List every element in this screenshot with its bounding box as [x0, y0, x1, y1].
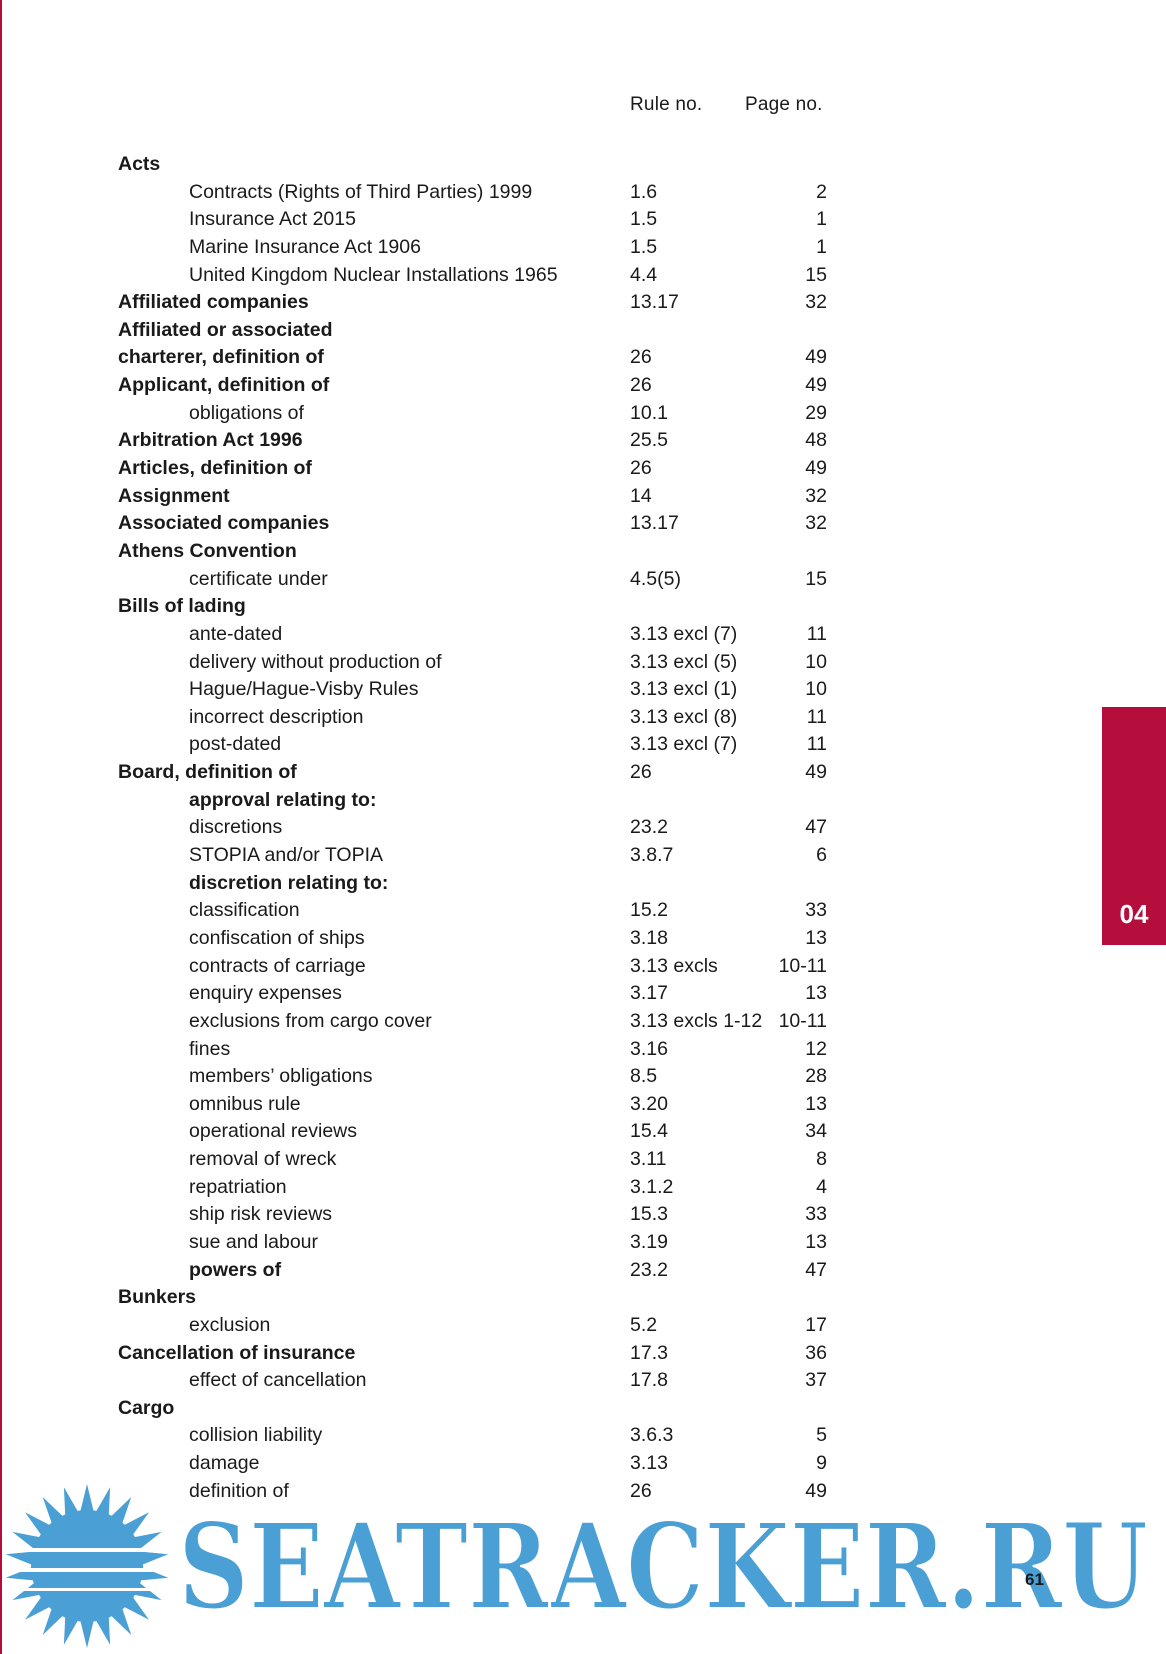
- index-rule-number: 5.2: [630, 1313, 658, 1336]
- index-entry: [0, 179, 1166, 207]
- index-entry: [0, 593, 1166, 621]
- index-rule-number: 25.5: [630, 429, 668, 452]
- index-term: STOPIA and/or TOPIA: [189, 844, 384, 867]
- index-entry: [0, 427, 1166, 455]
- index-entry: [0, 759, 1166, 787]
- index-entry: [0, 510, 1166, 538]
- index-page-number: 29: [805, 401, 827, 424]
- index-term: Bills of lading: [118, 595, 246, 618]
- column-header-page-no: Page no.: [745, 94, 823, 115]
- index-term: Applicant, definition of: [118, 374, 330, 397]
- index-entry: [0, 289, 1166, 317]
- index-entry: [0, 897, 1166, 925]
- index-rule-number: 4.4: [630, 263, 658, 286]
- index-rule-number: 3.18: [630, 926, 668, 949]
- index-term: powers of: [189, 1258, 282, 1281]
- index-rule-number: 3.20: [630, 1092, 668, 1115]
- index-entry: [0, 704, 1166, 732]
- index-page-number: 33: [805, 899, 827, 922]
- index-term: sue and labour: [189, 1230, 319, 1253]
- index-entry: [0, 262, 1166, 290]
- index-page-number: 13: [805, 982, 827, 1005]
- index-rule-number: 3.13 excl (1): [630, 678, 738, 701]
- index-entry: [0, 206, 1166, 234]
- index-page-number: 49: [805, 374, 827, 397]
- index-term: omnibus rule: [189, 1092, 301, 1115]
- index-rule-number: 13.17: [630, 512, 679, 535]
- index-entry: [0, 814, 1166, 842]
- index-term: post-dated: [189, 733, 282, 756]
- index-term: delivery without production of: [189, 650, 442, 673]
- index-entry: [0, 1257, 1166, 1285]
- index-entry: [0, 1063, 1166, 1091]
- index-entry: [0, 621, 1166, 649]
- index-term: fines: [189, 1037, 231, 1060]
- index-page-number: 5: [816, 1424, 827, 1447]
- index-entry: [0, 400, 1166, 428]
- index-term: Affiliated companies: [118, 291, 309, 314]
- index-term: Bunkers: [118, 1286, 197, 1309]
- index-entry: [0, 1340, 1166, 1368]
- index-term: Cargo: [118, 1396, 175, 1419]
- column-header-rule-no: Rule no.: [630, 94, 703, 115]
- index-rule-number: 15.3: [630, 1203, 668, 1226]
- index-entry: [0, 1008, 1166, 1036]
- index-rule-number: 13.17: [630, 291, 679, 314]
- index-entry: [0, 649, 1166, 677]
- index-entry: [0, 1395, 1166, 1423]
- watermark-text: SEATRACKER.RU: [178, 1497, 1148, 1636]
- index-page-number: 1: [816, 235, 827, 258]
- index-entry: [0, 676, 1166, 704]
- index-rule-number: 3.11: [630, 1148, 667, 1171]
- index-page-number: 17: [805, 1313, 827, 1336]
- index-rule-number: 3.13 excl (7): [630, 733, 738, 756]
- index-rule-number: 3.13 excl (5): [630, 650, 738, 673]
- index-page-number: 9: [816, 1452, 827, 1475]
- index-term: Insurance Act 2015: [189, 208, 356, 231]
- index-rule-number: 14: [630, 484, 652, 507]
- index-rule-number: 26: [630, 374, 652, 397]
- index-rule-number: 3.19: [630, 1230, 668, 1253]
- index-term: ante-dated: [189, 622, 283, 645]
- index-rule-number: 3.6.3: [630, 1424, 674, 1447]
- index-term: collision liability: [189, 1424, 323, 1447]
- index-term: ship risk reviews: [189, 1203, 333, 1226]
- index-page-number: 49: [805, 1479, 827, 1502]
- index-term: exclusions from cargo cover: [189, 1009, 432, 1032]
- index-page-number: 8: [816, 1148, 827, 1171]
- index-term: Athens Convention: [118, 539, 297, 562]
- index-page-number: 12: [805, 1037, 827, 1060]
- index-page-number: 32: [805, 291, 827, 314]
- index-page-number: 2: [816, 180, 827, 203]
- section-tab-label: 04: [1119, 899, 1149, 929]
- index-term: certificate under: [189, 567, 328, 590]
- index-term: discretions: [189, 816, 283, 839]
- index-entry: [0, 1367, 1166, 1395]
- index-entry: [0, 1284, 1166, 1312]
- index-entry: [0, 538, 1166, 566]
- index-rule-number: 3.13 excl (8): [630, 705, 738, 728]
- index-rule-number: 3.17: [630, 982, 668, 1005]
- index-term: Acts: [118, 153, 161, 175]
- index-term: Cancellation of insurance: [118, 1341, 356, 1364]
- index-rule-number: 3.13: [630, 1452, 668, 1475]
- index-term: contracts of carriage: [189, 954, 366, 977]
- index-page-number: 28: [805, 1065, 827, 1088]
- index-entry: [0, 731, 1166, 759]
- index-term: charterer, definition of: [118, 346, 324, 369]
- index-page-number: 11: [806, 705, 827, 728]
- watermark-logo: [0, 1478, 1166, 1654]
- index-entry: [0, 1312, 1166, 1340]
- index-entry: [0, 483, 1166, 511]
- index-term: effect of cancellation: [189, 1369, 367, 1392]
- index-page-number: 49: [805, 457, 827, 480]
- index-rule-number: 17.3: [630, 1341, 668, 1364]
- index-term: members’ obligations: [189, 1065, 373, 1088]
- index-page-number: 10: [805, 678, 827, 701]
- index-entry: [0, 344, 1166, 372]
- index-entry: [0, 234, 1166, 262]
- index-entry: [0, 1174, 1166, 1202]
- section-tab: [1102, 707, 1166, 945]
- index-entry: [0, 1450, 1166, 1478]
- index-entry: [0, 842, 1166, 870]
- index-page-number: 10: [805, 650, 827, 673]
- index-rule-number: 10.1: [630, 401, 668, 424]
- index-term: Contracts (Rights of Third Parties) 1999: [189, 180, 533, 203]
- index-entry: [0, 1091, 1166, 1119]
- index-list: [0, 151, 1166, 1505]
- index-entry: [0, 1201, 1166, 1229]
- index-rule-number: 17.8: [630, 1369, 668, 1392]
- index-page-number: 33: [805, 1203, 827, 1226]
- index-page-number: 10-11: [778, 954, 827, 977]
- index-entry: [0, 1146, 1166, 1174]
- index-page-number: 4: [816, 1175, 827, 1198]
- index-page-number: 48: [805, 429, 827, 452]
- index-term: approval relating to:: [189, 788, 377, 811]
- index-page-number: 15: [805, 263, 827, 286]
- index-entry: [0, 980, 1166, 1008]
- index-page-number: 13: [805, 1230, 827, 1253]
- index-page-number: 32: [805, 484, 827, 507]
- index-term: United Kingdom Nuclear Installations 1965: [189, 263, 558, 286]
- index-page-number: 36: [805, 1341, 827, 1364]
- index-term: Affiliated or associated: [118, 318, 333, 341]
- index-page-number: 13: [805, 926, 827, 949]
- index-page-number: 47: [805, 1258, 827, 1281]
- index-page-number: 11: [806, 622, 827, 645]
- index-rule-number: 1.5: [630, 208, 658, 231]
- index-term: classification: [189, 899, 300, 922]
- index-rule-number: 3.13 excls 1-12: [630, 1009, 763, 1032]
- index-page-number: 10-11: [778, 1009, 827, 1032]
- index-rule-number: 3.8.7: [630, 844, 674, 867]
- index-page-number: 6: [816, 844, 827, 867]
- index-entry: [0, 787, 1166, 815]
- index-term: exclusion: [189, 1313, 271, 1336]
- index-term: incorrect description: [189, 705, 364, 728]
- index-rule-number: 15.4: [630, 1120, 668, 1143]
- index-term: Marine Insurance Act 1906: [189, 235, 421, 258]
- index-entry: [0, 317, 1166, 345]
- index-term: repatriation: [189, 1175, 287, 1198]
- index-entry: [0, 1422, 1166, 1450]
- index-term: Assignment: [118, 484, 230, 507]
- index-entry: [0, 1036, 1166, 1064]
- index-page-number: 1: [816, 208, 827, 231]
- index-term: Associated companies: [118, 512, 330, 535]
- index-page-number: 49: [805, 346, 827, 369]
- sun-icon: [6, 1484, 168, 1648]
- index-page-number: 15: [805, 567, 827, 590]
- index-page-number: 34: [805, 1120, 827, 1143]
- index-entry: [0, 925, 1166, 953]
- index-rule-number: 4.5(5): [630, 567, 681, 590]
- index-page-number: 13: [805, 1092, 827, 1115]
- index-entry: [0, 566, 1166, 594]
- index-rule-number: 8.5: [630, 1065, 658, 1088]
- index-page-number: 11: [806, 733, 827, 756]
- index-entry: [0, 455, 1166, 483]
- index-rule-number: 23.2: [630, 1258, 668, 1281]
- index-rule-number: 1.5: [630, 235, 658, 258]
- index-term: discretion relating to:: [189, 871, 389, 894]
- page-number: 61: [1025, 1570, 1044, 1589]
- index-term: Hague/Hague-Visby Rules: [189, 678, 419, 701]
- index-entry: [0, 953, 1166, 981]
- index-rule-number: 23.2: [630, 816, 668, 839]
- index-rule-number: 26: [630, 457, 652, 480]
- index-term: damage: [189, 1452, 260, 1475]
- index-rule-number: 26: [630, 346, 652, 369]
- index-rule-number: 3.16: [630, 1037, 668, 1060]
- index-term: obligations of: [189, 401, 304, 424]
- index-term: Arbitration Act 1996: [118, 429, 303, 452]
- index-term: enquiry expenses: [189, 982, 342, 1005]
- index-entry: [0, 372, 1166, 400]
- index-rule-number: 3.1.2: [630, 1175, 674, 1198]
- index-entry: [0, 151, 1166, 179]
- index-page-number: 37: [805, 1369, 827, 1392]
- index-page-number: 47: [805, 816, 827, 839]
- index-rule-number: 15.2: [630, 899, 668, 922]
- index-term: removal of wreck: [189, 1148, 337, 1171]
- index-rule-number: 3.13 excl (7): [630, 622, 738, 645]
- index-rule-number: 3.13 excls: [630, 954, 718, 977]
- index-term: operational reviews: [189, 1120, 358, 1143]
- index-entry: [0, 1229, 1166, 1257]
- index-rule-number: 26: [630, 761, 652, 784]
- index-term: confiscation of ships: [189, 926, 365, 949]
- index-entry: [0, 1118, 1166, 1146]
- index-term: definition of: [189, 1479, 289, 1502]
- index-term: Articles, definition of: [118, 457, 312, 480]
- index-rule-number: 26: [630, 1479, 652, 1502]
- index-term: Board, definition of: [118, 761, 297, 784]
- index-page-number: 49: [805, 761, 827, 784]
- index-page-number: 32: [805, 512, 827, 535]
- index-rule-number: 1.6: [630, 180, 658, 203]
- index-entry: [0, 870, 1166, 898]
